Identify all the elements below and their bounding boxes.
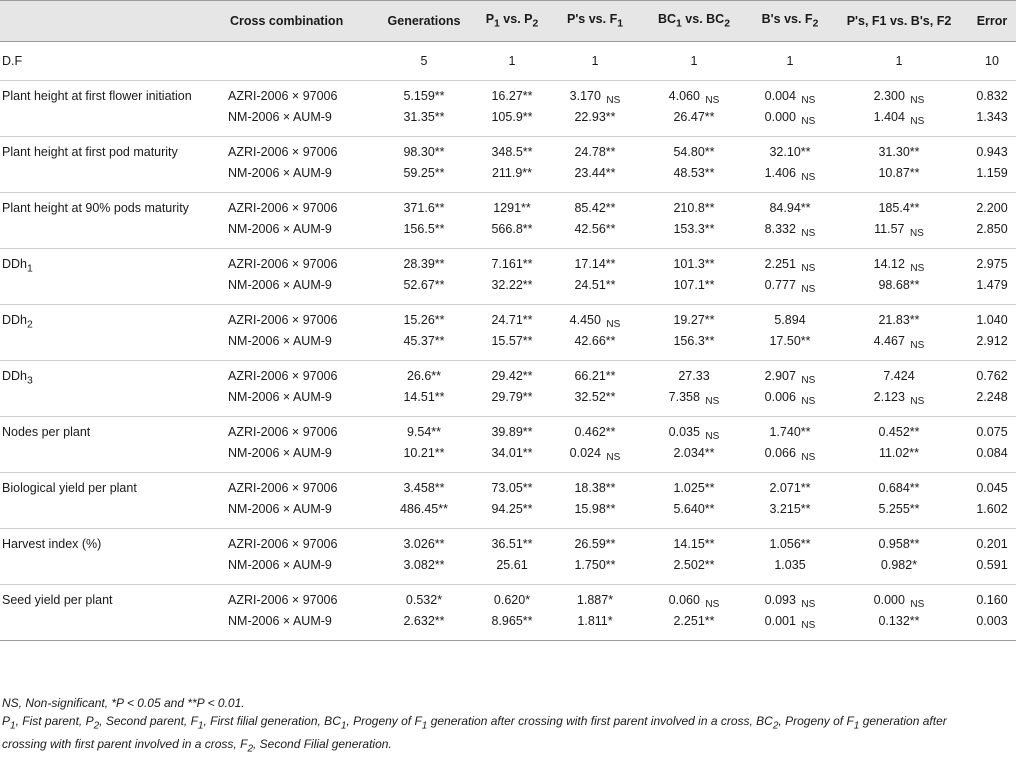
cell-ps-vs-f1: 15.98** [552,502,638,529]
cell-bc1-vs-bc2: 2.034** [638,446,750,473]
header-row [0,1,1016,42]
cell-error: 1.602 [968,502,1016,529]
table-row [0,166,1016,193]
trait-name-empty [0,166,228,193]
cell-ps-f1-vs-bs-f2: 0.452** [878,425,920,439]
cell-cross-combination: NM-2006 × AUM-9 [228,278,376,305]
cell-bs-vs-f2: 2.251 $_{NS}$ [764,257,816,274]
cell-bc1-vs-bc2: 0.060 $_{NS}$ [668,593,720,610]
trait-name-empty [0,558,228,585]
df-ps-vs-f1: 1 [552,42,638,81]
footnote-abbreviations-2: crossing with first parent involved in a cross, $F_2$, Second Filial generation. [2,737,392,755]
trait-name-empty [0,222,228,249]
cell-generations: 486.45** [376,502,472,529]
cell-cross-combination: AZRI-2006 × 97006 [228,313,338,327]
trait-name: DDh$_1$ [2,257,33,275]
cell-bc1-vs-bc2: 101.3** [673,257,715,271]
cell-p1-vs-p2: 348.5** [491,145,533,159]
cell-ps-f1-vs-bs-f2: 0.684** [878,481,920,495]
cell-error: 0.075 [976,425,1008,439]
trait-name-empty [0,334,228,361]
cell-cross-combination: AZRI-2006 × 97006 [228,201,338,215]
cell-cross-combination: NM-2006 × AUM-9 [228,446,376,473]
cell-cross-combination: AZRI-2006 × 97006 [228,369,338,383]
cell-p1-vs-p2: 24.71** [491,313,533,327]
df-row [0,42,1016,81]
footnote-significance: NS, Non-significant, *P < 0.05 and **P < 0.01. [2,696,245,710]
cell-error: 0.591 [968,558,1016,585]
cell-cross-combination: NM-2006 × AUM-9 [228,390,376,417]
cell-error: 2.850 [968,222,1016,249]
cell-cross-combination: AZRI-2006 × 97006 [228,425,338,439]
cell-cross-combination: NM-2006 × AUM-9 [228,334,376,361]
cell-generations: 52.67** [376,278,472,305]
trait-name-empty [0,614,228,641]
cell-error: 0.762 [976,369,1008,383]
trait-name-empty [0,110,228,137]
header-error: Error [976,14,1008,28]
trait-name: Seed yield per plant [2,593,113,607]
trait-name: Nodes per plant [2,425,91,439]
trait-name: Biological yield per plant [2,481,137,495]
footnote-abbreviations-1: $P_1$, Fist parent, $P_2$, Second parent, $F_1$, First filial generation, $BC_1$, Progeny of $F_1$ generation after crossing with first parent involved in a cross, $BC_2$, Progeny of $F_1$ generation after [2,714,947,732]
cell-ps-vs-f1: 1.887* [576,593,614,607]
cell-ps-f1-vs-bs-f2: 98.68** [830,278,968,305]
cell-bs-vs-f2: 0.000 $_{NS}$ [750,110,830,137]
df-error: 10 [968,42,1016,81]
table-row [0,137,1016,167]
cell-ps-vs-f1: 23.44** [552,166,638,193]
cell-ps-vs-f1: 42.56** [552,222,638,249]
cell-ps-f1-vs-bs-f2: 2.300 $_{NS}$ [873,89,925,106]
df-p1-vs-p2: 1 [472,42,552,81]
cell-generations: 2.632** [376,614,472,641]
cell-ps-vs-f1: 22.93** [552,110,638,137]
cell-generations: 156.5** [376,222,472,249]
table-row [0,222,1016,249]
cell-error: 0.943 [976,145,1008,159]
table-row [0,529,1016,559]
header-p1-vs-p2: $P_1$ vs. $P_2$ [485,12,539,30]
header-cross-combination: Cross combination [230,14,344,28]
cell-bc1-vs-bc2: 1.025** [673,481,715,495]
cell-p1-vs-p2: 94.25** [472,502,552,529]
cell-bc1-vs-bc2: 5.640** [638,502,750,529]
cell-error: 1.159 [968,166,1016,193]
df-bs-vs-f2: 1 [750,42,830,81]
header-ps-f1-vs-bs-f2: P's, F1 vs. B's, F2 [846,14,952,28]
cell-cross-combination: NM-2006 × AUM-9 [228,110,376,137]
cell-cross-combination: AZRI-2006 × 97006 [228,593,338,607]
cell-ps-vs-f1: 24.78** [574,145,616,159]
cell-p1-vs-p2: 0.620* [493,593,531,607]
cell-error: 0.832 [976,89,1008,103]
cell-cross-combination: NM-2006 × AUM-9 [228,222,376,249]
cell-p1-vs-p2: 105.9** [472,110,552,137]
cell-ps-f1-vs-bs-f2: 5.255** [830,502,968,529]
cell-bc1-vs-bc2: 48.53** [638,166,750,193]
table-row [0,558,1016,585]
trait-name-empty [0,278,228,305]
cell-bc1-vs-bc2: 2.251** [638,614,750,641]
cell-bs-vs-f2: 3.215** [750,502,830,529]
cell-bs-vs-f2: 32.10** [769,145,811,159]
cell-p1-vs-p2: 73.05** [491,481,533,495]
cell-p1-vs-p2: 34.01** [472,446,552,473]
cell-generations: 5.159** [403,89,445,103]
cell-error: 1.479 [968,278,1016,305]
cell-ps-vs-f1: 42.66** [552,334,638,361]
cell-bc1-vs-bc2: 26.47** [638,110,750,137]
cell-cross-combination: AZRI-2006 × 97006 [228,89,338,103]
cell-ps-f1-vs-bs-f2: 4.467 $_{NS}$ [830,334,968,361]
cell-ps-vs-f1: 1.811* [552,614,638,641]
cell-cross-combination: AZRI-2006 × 97006 [228,537,338,551]
cell-bs-vs-f2: 0.004 $_{NS}$ [764,89,816,106]
cell-ps-vs-f1: 0.024 $_{NS}$ [552,446,638,473]
table-row [0,110,1016,137]
cell-error: 0.160 [976,593,1008,607]
cell-p1-vs-p2: 566.8** [472,222,552,249]
cell-generations: 15.26** [403,313,445,327]
cell-generations: 28.39** [403,257,445,271]
table-footnotes [2,694,1012,759]
cell-ps-f1-vs-bs-f2: 2.123 $_{NS}$ [830,390,968,417]
cell-ps-f1-vs-bs-f2: 31.30** [878,145,920,159]
cell-ps-vs-f1: 26.59** [574,537,616,551]
trait-name: DDh$_2$ [2,313,33,331]
cell-ps-f1-vs-bs-f2: 11.02** [830,446,968,473]
cell-bc1-vs-bc2: 2.502** [638,558,750,585]
cell-bs-vs-f2: 5.894 [774,313,806,327]
cell-ps-f1-vs-bs-f2: 1.404 $_{NS}$ [830,110,968,137]
cell-error: 2.200 [976,201,1008,215]
cell-ps-f1-vs-bs-f2: 14.12 $_{NS}$ [873,257,925,274]
table-row [0,446,1016,473]
df-label: D.F [0,42,228,81]
cell-ps-vs-f1: 3.170 $_{NS}$ [569,89,621,106]
cell-generations: 3.082** [376,558,472,585]
cell-bc1-vs-bc2: 14.15** [673,537,715,551]
cell-bc1-vs-bc2: 7.358 $_{NS}$ [638,390,750,417]
cell-generations: 3.026** [403,537,445,551]
cell-generations: 98.30** [403,145,445,159]
cell-error: 0.003 [968,614,1016,641]
cell-error: 1.040 [976,313,1008,327]
table-row [0,502,1016,529]
cell-error: 0.084 [968,446,1016,473]
cell-ps-f1-vs-bs-f2: 0.132** [830,614,968,641]
cell-ps-f1-vs-bs-f2: 7.424 [883,369,915,383]
table-row [0,614,1016,641]
cell-ps-vs-f1: 18.38** [574,481,616,495]
cell-generations: 31.35** [376,110,472,137]
cell-generations: 3.458** [403,481,445,495]
table-row [0,473,1016,503]
cell-error: 0.201 [976,537,1008,551]
cell-ps-vs-f1: 1.750** [552,558,638,585]
cell-error: 2.248 [968,390,1016,417]
cell-generations: 371.6** [403,201,445,215]
cell-p1-vs-p2: 36.51** [491,537,533,551]
cell-cross-combination: AZRI-2006 × 97006 [228,481,338,495]
trait-name: Harvest index (%) [2,537,102,551]
cell-bs-vs-f2: 0.006 $_{NS}$ [750,390,830,417]
cell-ps-vs-f1: 24.51** [552,278,638,305]
df-bc1-vs-bc2: 1 [638,42,750,81]
table-row [0,334,1016,361]
cell-generations: 10.21** [376,446,472,473]
cell-bc1-vs-bc2: 107.1** [638,278,750,305]
cell-generations: 9.54** [406,425,442,439]
cell-bc1-vs-bc2: 27.33 [678,369,710,383]
cell-ps-f1-vs-bs-f2: 185.4** [878,201,920,215]
cell-generations: 26.6** [406,369,442,383]
cell-bs-vs-f2: 0.001 $_{NS}$ [750,614,830,641]
table-row [0,390,1016,417]
cell-bs-vs-f2: 0.066 $_{NS}$ [750,446,830,473]
cell-ps-f1-vs-bs-f2: 10.87** [830,166,968,193]
table-row [0,81,1016,111]
df-generations: 5 [376,42,472,81]
header-trait [0,1,228,42]
cell-p1-vs-p2: 7.161** [491,257,533,271]
df-ps-f1-vs-bs-f2: 1 [830,42,968,81]
cell-generations: 0.532* [405,593,443,607]
cell-bs-vs-f2: 0.777 $_{NS}$ [750,278,830,305]
cell-bs-vs-f2: 8.332 $_{NS}$ [750,222,830,249]
df-cross [228,42,376,81]
cell-ps-vs-f1: 66.21** [574,369,616,383]
trait-name-empty [0,502,228,529]
cell-bc1-vs-bc2: 210.8** [673,201,715,215]
cell-ps-vs-f1: 0.462** [574,425,616,439]
cell-ps-f1-vs-bs-f2: 21.83** [878,313,920,327]
trait-name: Plant height at 90% pods maturity [2,201,189,215]
cell-error: 1.343 [968,110,1016,137]
table-row [0,249,1016,279]
cell-ps-vs-f1: 85.42** [574,201,616,215]
cell-ps-vs-f1: 32.52** [552,390,638,417]
trait-name: Plant height at first flower initiation [2,89,192,103]
cell-p1-vs-p2: 25.61 [472,558,552,585]
cell-bs-vs-f2: 2.907 $_{NS}$ [764,369,816,386]
header-bs-vs-f2: B's vs. $F_2$ [761,12,819,30]
cell-ps-f1-vs-bs-f2: 0.958** [878,537,920,551]
cell-cross-combination: NM-2006 × AUM-9 [228,558,376,585]
cell-generations: 59.25** [376,166,472,193]
header-bc1-vs-bc2: $BC_1$ vs. $BC_2$ [657,12,731,30]
cell-p1-vs-p2: 32.22** [472,278,552,305]
table-row [0,193,1016,223]
cell-cross-combination: AZRI-2006 × 97006 [228,257,338,271]
cell-cross-combination: NM-2006 × AUM-9 [228,614,376,641]
cell-bc1-vs-bc2: 153.3** [638,222,750,249]
trait-name-empty [0,446,228,473]
cell-bc1-vs-bc2: 4.060 $_{NS}$ [668,89,720,106]
cell-bs-vs-f2: 0.093 $_{NS}$ [764,593,816,610]
header-generations: Generations [387,14,461,28]
cell-p1-vs-p2: 1291** [493,201,531,215]
cell-p1-vs-p2: 29.79** [472,390,552,417]
table-row [0,278,1016,305]
cell-bc1-vs-bc2: 19.27** [673,313,715,327]
trait-name: Plant height at first pod maturity [2,145,178,159]
cell-p1-vs-p2: 211.9** [472,166,552,193]
cell-bs-vs-f2: 1.740** [769,425,811,439]
cell-bc1-vs-bc2: 54.80** [673,145,715,159]
table-row [0,585,1016,615]
header-ps-vs-f1: P's vs. $F_1$ [566,12,624,30]
table-row [0,361,1016,391]
cell-ps-f1-vs-bs-f2: 11.57 $_{NS}$ [830,222,968,249]
cell-p1-vs-p2: 15.57** [472,334,552,361]
cell-bc1-vs-bc2: 0.035 $_{NS}$ [668,425,720,442]
trait-name-empty [0,390,228,417]
table-row [0,305,1016,335]
cell-bs-vs-f2: 17.50** [750,334,830,361]
cell-generations: 14.51** [376,390,472,417]
cell-bs-vs-f2: 1.406 $_{NS}$ [750,166,830,193]
table-row [0,417,1016,447]
trait-name: DDh$_3$ [2,369,33,387]
cell-error: 0.045 [976,481,1008,495]
cell-error: 2.975 [976,257,1008,271]
cell-cross-combination: NM-2006 × AUM-9 [228,502,376,529]
cell-p1-vs-p2: 8.965** [472,614,552,641]
cell-cross-combination: NM-2006 × AUM-9 [228,166,376,193]
cell-bc1-vs-bc2: 156.3** [638,334,750,361]
cell-generations: 45.37** [376,334,472,361]
cell-bs-vs-f2: 84.94** [769,201,811,215]
cell-p1-vs-p2: 16.27** [491,89,533,103]
cell-ps-f1-vs-bs-f2: 0.000 $_{NS}$ [873,593,925,610]
cell-ps-f1-vs-bs-f2: 0.982* [830,558,968,585]
cell-p1-vs-p2: 39.89** [491,425,533,439]
cell-cross-combination: AZRI-2006 × 97006 [228,145,338,159]
cell-bs-vs-f2: 1.035 [750,558,830,585]
cell-p1-vs-p2: 29.42** [491,369,533,383]
cell-error: 2.912 [968,334,1016,361]
cell-bs-vs-f2: 1.056** [769,537,811,551]
cell-bs-vs-f2: 2.071** [769,481,811,495]
cell-ps-vs-f1: 4.450 $_{NS}$ [569,313,621,330]
cell-ps-vs-f1: 17.14** [574,257,616,271]
